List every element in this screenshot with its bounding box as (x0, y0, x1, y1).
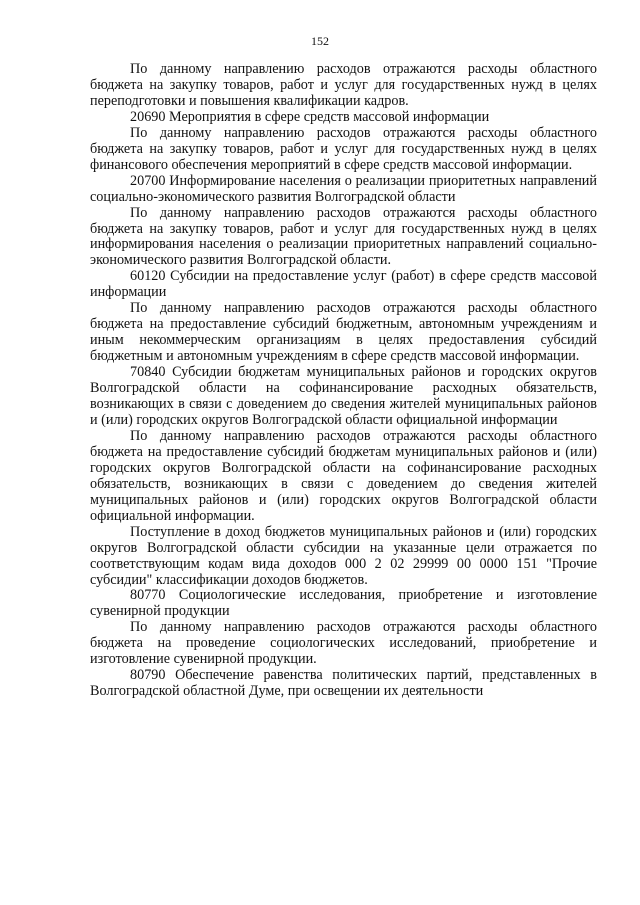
section-heading-20700: 20700 Информирование населения о реализации приоритетных направлений социально-экономического развития Волгоградской области (90, 172, 597, 205)
section-heading-80790: 80790 Обеспечение равенства политических партий, представленных в Волгоградской областной Думе, при освещении их деятельности (90, 667, 597, 700)
paragraph-7: По данному направлению расходов отражаются расходы областного бюджета на предоставление субсидий бюджетным, автономным учреждениям и иным некоммерческим организациям в целях предоставления субсидий бюджетным и автономным учреждениям в сфере средств массовой информации. (90, 300, 597, 365)
page-number: 152 (311, 34, 329, 48)
section-heading-80770: 80770 Социологические исследования, приобретение и изготовление сувенирной продукции (90, 587, 597, 620)
paragraph-5: По данному направлению расходов отражаются расходы областного бюджета на закупку товаров, работ и услуг для государственных нужд в целях информирования населения о реализации приоритетных направлений социально-экономического развития Волгоградской области. (90, 204, 597, 269)
section-heading-70840: 70840 Субсидии бюджетам муниципальных районов и городских округов Волгоградской области на софинансирование расходных обязательств, возникающих в связи с доведением до сведения жителей муниципальных районов и (или) городских округов Волгоградской области официальной информации (90, 364, 597, 428)
paragraph-12: По данному направлению расходов отражаются расходы областного бюджета на проведение социологических исследований, приобретение и изготовление сувенирной продукции. (90, 619, 597, 668)
paragraph-9: По данному направлению расходов отражаются расходы областного бюджета на предоставление субсидий бюджетам муниципальных районов и (или) городских округов Волгоградской области на софинансирование расходных обязательств, возникающих в связи с доведением до сведения жителей муниципальных районов и (или) городских округов Волгоградской области официальной информации. (90, 427, 597, 524)
paragraph-3: По данному направлению расходов отражаются расходы областного бюджета на закупку товаров, работ и услуг для государственных нужд в целях финансового обеспечения мероприятий в сфере средств массовой информации. (90, 124, 597, 173)
section-heading-20690: 20690 Мероприятия в сфере средств массовой информации (130, 108, 490, 125)
paragraph-1: По данному направлению расходов отражаются расходы областного бюджета на закупку товаров, работ и услуг для государственных нужд в целях переподготовки и повышения квалификации кадров. (90, 61, 597, 109)
document-body (90, 62, 597, 700)
section-heading-60120: 60120 Субсидии на предоставление услуг (работ) в сфере средств массовой информации (90, 268, 597, 301)
paragraph-10: Поступление в доход бюджетов муниципальных районов и (или) городских округов Волгоградской области субсидии на указанные цели отражается по соответствующим кодам вида доходов 000 2 02 29999 00 0000 151 "Прочие субсидии" классификации доходов бюджетов. (90, 523, 597, 588)
